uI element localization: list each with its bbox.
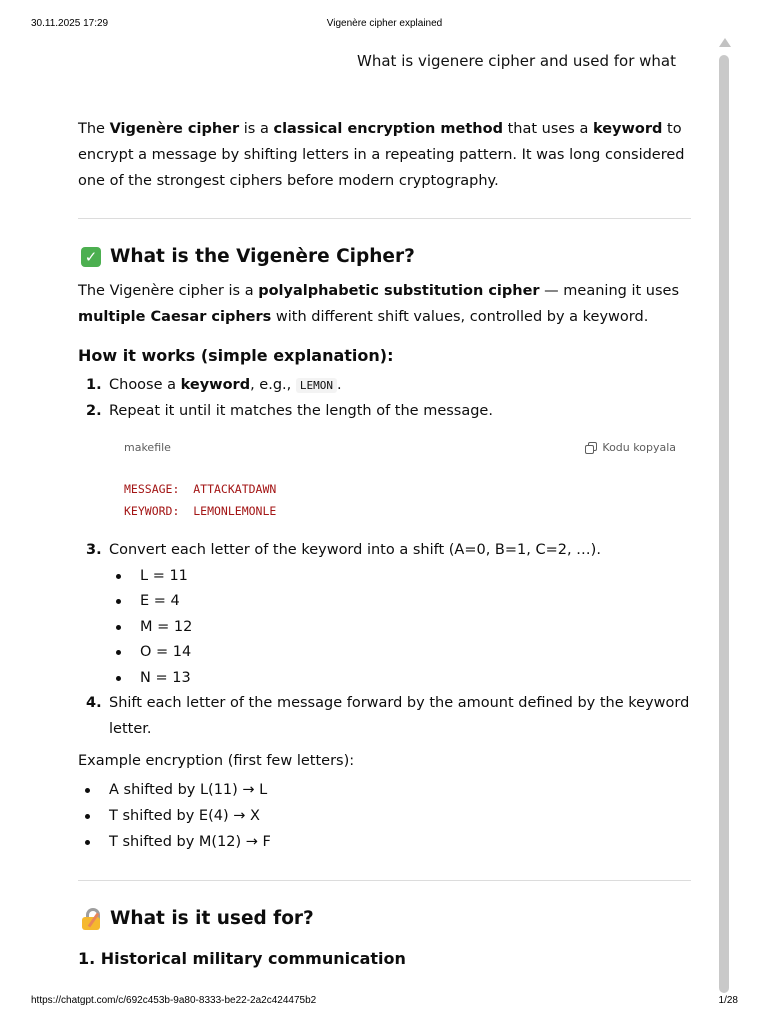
- section-heading-what-is: ✓ What is the Vigenère Cipher?: [78, 244, 691, 270]
- print-footer: [31, 995, 738, 1007]
- user-message-bubble: What is vigenere cipher and used for what: [357, 52, 676, 70]
- check-mark-button-icon: ✓: [81, 247, 101, 267]
- divider: [78, 880, 691, 881]
- code-block: [124, 441, 676, 521]
- code-line: KEYWORD: LEMONLEMONLE: [124, 504, 277, 518]
- scrollbar[interactable]: [718, 38, 730, 993]
- page-number: 1/28: [718, 995, 738, 1006]
- print-url: https://chatgpt.com/c/692c453b-9a80-8333-be22-2a2c424475b2: [31, 995, 317, 1006]
- intro-paragraph: The Vigenère cipher is a classical encryption method that uses a keyword to encrypt a message by shifting letters in a repeating pattern. It was long considered one of the strongest ciphers before modern cryptography.: [78, 121, 685, 189]
- print-header: [31, 18, 738, 30]
- print-datetime: 30.11.2025 17:29: [31, 18, 109, 29]
- copy-icon: [585, 442, 596, 453]
- section-heading-used-for: What is it used for?: [78, 906, 691, 932]
- print-title: Vigenère cipher explained: [326, 18, 443, 29]
- example-intro: Example encryption (first few letters):: [78, 753, 355, 769]
- locked-with-pen-icon: [81, 908, 101, 930]
- definition-paragraph: The Vigenère cipher is a polyalphabetic substitution cipher — meaning it uses multiple Caesar ciphers with different shift values, controlled by a keyword.: [78, 283, 679, 325]
- code-language-label: makefile: [124, 441, 171, 454]
- scrollbar-thumb[interactable]: [719, 55, 729, 993]
- divider: [78, 218, 691, 219]
- how-it-works-heading: How it works (simple explanation):: [78, 346, 394, 365]
- code-line: MESSAGE: ATTACKATDAWN: [124, 482, 277, 496]
- inline-code: LEMON: [296, 378, 337, 393]
- subheading-military: 1. Historical military communication: [78, 949, 406, 968]
- scroll-up-arrow-icon[interactable]: [719, 38, 731, 47]
- copy-code-button[interactable]: Kodu kopyala: [585, 441, 676, 454]
